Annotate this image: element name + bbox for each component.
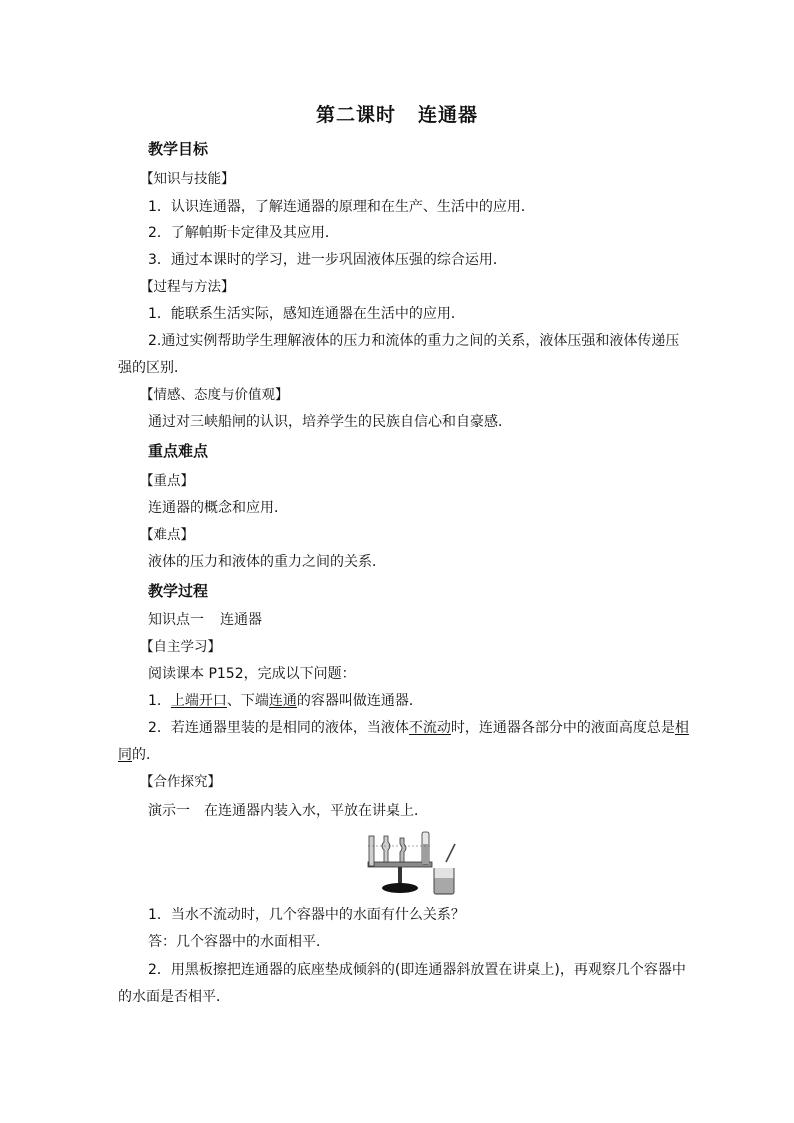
- process-item-2-line1: 2.通过实例帮助学生理解液体的压力和流体的重力之间的关系，液体压强和液体传递压: [148, 333, 680, 349]
- tag-focus: 【重点】: [140, 473, 194, 489]
- cooperate-q2-line2: 的水面是否相平．: [118, 989, 230, 1005]
- title-main: 第二课时: [315, 104, 396, 126]
- page-title: [0, 100, 794, 127]
- heading-teaching-process: 教学过程: [148, 582, 209, 600]
- cooperate-q1: 1．当水不流动时，几个容器中的水面有什么关系？: [148, 907, 465, 923]
- cooperate-answer-1: 答：几个容器中的水面相平．: [148, 934, 330, 950]
- tag-emotion: 【情感、态度与价值观】: [140, 387, 289, 403]
- connected-vessels-figure: [360, 828, 460, 896]
- answer-blank-connected: 连通: [268, 693, 297, 709]
- tag-difficulty: 【难点】: [140, 527, 194, 543]
- q2-text-1: 2．若连通器里装的是相同的液体，当液体: [148, 720, 409, 736]
- tag-knowledge: 【知识与技能】: [140, 171, 235, 187]
- answer-blank-same-1: 相: [674, 720, 689, 736]
- knowledge-point-name: 连通器: [220, 612, 262, 628]
- process-item-2-line2: 强的区别．: [118, 360, 188, 376]
- q1-number: 1．: [148, 693, 171, 709]
- cooperate-q2-line1: 2．用黑板擦把连通器的底座垫成倾斜的(即连通器斜放置在讲桌上)，再观察几个容器中: [148, 962, 686, 978]
- knowledge-point-label: 知识点一: [148, 612, 204, 628]
- self-study-q2-line1: [148, 719, 689, 737]
- heading-key-points: 重点难点: [148, 442, 209, 460]
- tag-cooperate: 【合作探究】: [140, 774, 221, 790]
- cooperate-a1: [148, 933, 330, 951]
- answer-blank-not-flowing: 不流动: [408, 720, 451, 736]
- demo-label: 演示一: [148, 803, 190, 819]
- knowledge-item-3: 3．通过本课时的学习，进一步巩固液体压强的综合运用．: [148, 252, 507, 268]
- vessel-apparatus-image: [360, 828, 460, 896]
- heading-goals: 教学目标: [148, 140, 209, 158]
- q1-text-1: 、下端: [226, 693, 269, 709]
- title-sub: 连通器: [418, 104, 479, 126]
- q1-text-2: 的容器叫做连通器．: [296, 693, 423, 709]
- answer-blank-top-open: 上端开口: [170, 693, 227, 709]
- knowledge-point-1: [148, 611, 262, 629]
- answer-blank-same-2: 同: [118, 747, 132, 763]
- demo-text: 在连通器内装入水，平放在讲桌上．: [204, 803, 428, 819]
- self-study-q2-line2: [118, 746, 160, 764]
- focus-text: 连通器的概念和应用．: [148, 500, 288, 516]
- process-item-1: 1．能联系生活实际，感知连通器在生活中的应用．: [148, 306, 465, 322]
- q2-text-3: 的．: [132, 747, 160, 763]
- self-study-q1: [148, 692, 423, 710]
- tag-process-method: 【过程与方法】: [140, 279, 235, 295]
- q2-text-2: 时，连通器各部分中的液面高度总是: [450, 720, 675, 736]
- knowledge-item-2: 2．了解帕斯卡定律及其应用．: [148, 225, 339, 241]
- tag-self-study: 【自主学习】: [140, 639, 221, 655]
- self-study-intro: 阅读课本 P152，完成以下问题：: [148, 666, 356, 682]
- demo-one: [148, 802, 428, 820]
- difficulty-text: 液体的压力和液体的重力之间的关系．: [148, 554, 386, 570]
- knowledge-item-1: 1．认识连通器，了解连通器的原理和在生产、生活中的应用．: [148, 199, 535, 215]
- emotion-text: 通过对三峡船闸的认识，培养学生的民族自信心和自豪感．: [148, 414, 512, 430]
